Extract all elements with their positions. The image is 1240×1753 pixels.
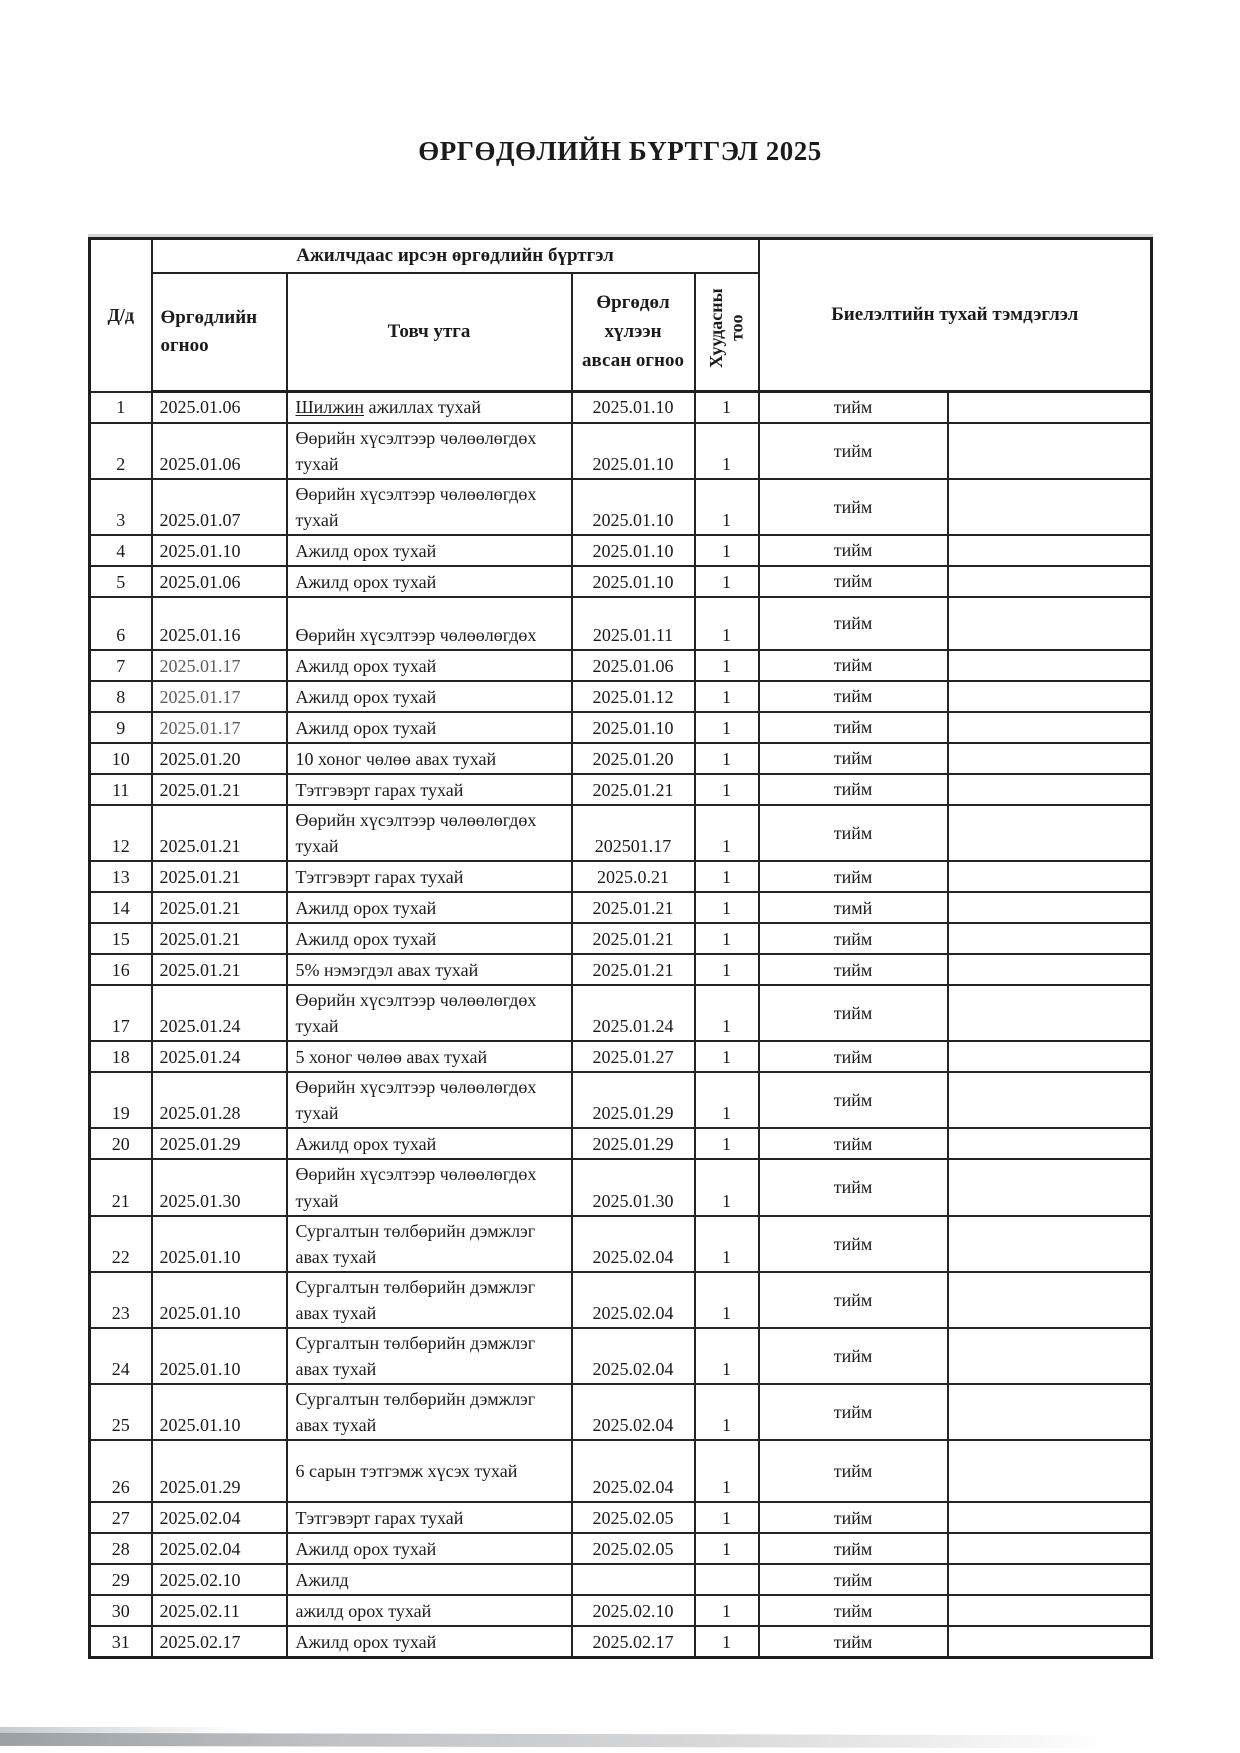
col-header-summary: Товч утга [287,273,572,392]
cell-page-count: 1 [695,861,759,892]
cell-fulfillment-note: тийм [759,1502,948,1533]
cell-application-date: 2025.01.17 [152,681,287,712]
cell-page-count: 1 [695,985,759,1041]
cell-page-count: 1 [695,954,759,985]
cell-application-date: 2025.01.28 [152,1072,287,1128]
table-row [90,1216,1152,1272]
cell-application-date: 2025.01.29 [152,1128,287,1159]
cell-application-date: 2025.01.29 [152,1440,287,1502]
cell-received-date: 2025.01.06 [572,650,695,681]
cell-fulfillment-note-extra [948,1384,1152,1440]
cell-summary: Шилжин ажиллах тухай [287,392,572,423]
cell-row-number: 14 [90,892,152,923]
cell-summary: 6 сарын тэтгэмж хүсэх тухай [287,1440,572,1502]
cell-received-date: 2025.01.20 [572,743,695,774]
cell-summary: Ажилд орох тухай [287,566,572,597]
cell-row-number: 19 [90,1072,152,1128]
cell-received-date: 2025.0.21 [572,861,695,892]
cell-row-number: 9 [90,712,152,743]
cell-page-count: 1 [695,892,759,923]
table-row [90,1272,1152,1328]
cell-fulfillment-note: тийм [759,1072,948,1128]
cell-fulfillment-note-extra [948,423,1152,479]
cell-application-date: 2025.01.07 [152,479,287,535]
cell-summary: Ажилд орох тухай [287,650,572,681]
cell-row-number: 8 [90,681,152,712]
cell-row-number: 11 [90,774,152,805]
cell-summary: 10 хоног чөлөө авах тухай [287,743,572,774]
cell-application-date: 2025.01.17 [152,650,287,681]
cell-received-date: 2025.01.11 [572,597,695,650]
cell-received-date: 2025.01.10 [572,392,695,423]
cell-row-number: 13 [90,861,152,892]
cell-application-date: 2025.02.10 [152,1564,287,1595]
cell-page-count: 1 [695,392,759,423]
cell-summary: Сургалтын төлбөрийн дэмжлэг авах тухай [287,1272,572,1328]
col-header-app-date: Өргөдлийн огноо [152,273,287,392]
cell-fulfillment-note: тийм [759,566,948,597]
table-row [90,1626,1152,1657]
cell-summary: Ажилд [287,1564,572,1595]
cell-fulfillment-note-extra [948,1626,1152,1657]
cell-application-date: 2025.01.21 [152,923,287,954]
cell-summary: Өөрийн хүсэлтээр чөлөөлөгдөх тухай [287,479,572,535]
cell-application-date: 2025.01.21 [152,892,287,923]
table-row [90,1159,1152,1215]
cell-fulfillment-note: тийм [759,1216,948,1272]
cell-row-number: 7 [90,650,152,681]
cell-application-date: 2025.01.21 [152,954,287,985]
cell-application-date: 2025.01.30 [152,1159,287,1215]
cell-received-date: 2025.01.10 [572,423,695,479]
cell-received-date: 2025.02.17 [572,1626,695,1657]
cell-page-count: 1 [695,597,759,650]
cell-page-count: 1 [695,1159,759,1215]
cell-received-date: 2025.01.29 [572,1128,695,1159]
table-row [90,805,1152,861]
cell-page-count: 1 [695,1328,759,1384]
application-registry-table [88,237,1153,1659]
cell-application-date: 2025.01.10 [152,535,287,566]
cell-row-number: 26 [90,1440,152,1502]
cell-summary: ажилд орох тухай [287,1595,572,1626]
col-header-no: Д/д [90,239,152,392]
cell-fulfillment-note: тийм [759,985,948,1041]
cell-page-count: 1 [695,743,759,774]
cell-received-date: 2025.01.10 [572,479,695,535]
cell-fulfillment-note-extra [948,892,1152,923]
cell-page-count: 1 [695,923,759,954]
cell-fulfillment-note-extra [948,1159,1152,1215]
cell-page-count [695,1564,759,1595]
cell-row-number: 28 [90,1533,152,1564]
cell-fulfillment-note-extra [948,743,1152,774]
cell-row-number: 2 [90,423,152,479]
cell-fulfillment-note-extra [948,597,1152,650]
table-row [90,1440,1152,1502]
cell-summary: Өөрийн хүсэлтээр чөлөөлөгдөх тухай [287,1072,572,1128]
cell-summary: Өөрийн хүсэлтээр чөлөөлөгдөх тухай [287,423,572,479]
cell-fulfillment-note-extra [948,1595,1152,1626]
cell-page-count: 1 [695,774,759,805]
cell-row-number: 30 [90,1595,152,1626]
table-row [90,1595,1152,1626]
cell-summary: 5% нэмэгдэл авах тухай [287,954,572,985]
cell-fulfillment-note: тийм [759,712,948,743]
table-row [90,774,1152,805]
cell-fulfillment-note-extra [948,1272,1152,1328]
cell-row-number: 12 [90,805,152,861]
cell-page-count: 1 [695,1533,759,1564]
cell-fulfillment-note-extra [948,1564,1152,1595]
cell-fulfillment-note-extra [948,985,1152,1041]
cell-page-count: 1 [695,1041,759,1072]
cell-application-date: 2025.02.04 [152,1502,287,1533]
table-row [90,597,1152,650]
cell-summary: Ажилд орох тухай [287,681,572,712]
cell-page-count: 1 [695,1384,759,1440]
cell-received-date: 2025.02.04 [572,1440,695,1502]
cell-fulfillment-note: тийм [759,650,948,681]
cell-row-number: 27 [90,1502,152,1533]
cell-fulfillment-note: тийм [759,954,948,985]
cell-row-number: 10 [90,743,152,774]
cell-fulfillment-note-extra [948,1328,1152,1384]
cell-fulfillment-note: тийм [759,1440,948,1502]
cell-page-count: 1 [695,650,759,681]
cell-fulfillment-note: тийм [759,681,948,712]
vertical-header-text: Хуудасны тоо [705,288,747,369]
cell-summary: Сургалтын төлбөрийн дэмжлэг авах тухай [287,1328,572,1384]
cell-row-number: 25 [90,1384,152,1440]
cell-row-number: 29 [90,1564,152,1595]
col-header-note: Биелэлтийн тухай тэмдэглэл [759,239,1152,392]
cell-received-date: 2025.01.27 [572,1041,695,1072]
cell-page-count: 1 [695,566,759,597]
cell-received-date: 2025.01.29 [572,1072,695,1128]
cell-page-count: 1 [695,1216,759,1272]
cell-application-date: 2025.01.24 [152,985,287,1041]
cell-application-date: 2025.01.24 [152,1041,287,1072]
table-row [90,479,1152,535]
table-row [90,1072,1152,1128]
cell-fulfillment-note: тийм [759,535,948,566]
cell-fulfillment-note-extra [948,1128,1152,1159]
cell-application-date: 2025.01.10 [152,1328,287,1384]
table-header [90,239,1152,392]
col-header-received-date: Өргөдөл хүлээн авсан огноо [572,273,695,392]
cell-summary: Ажилд орох тухай [287,535,572,566]
cell-fulfillment-note: тийм [759,1595,948,1626]
cell-summary: Өөрийн хүсэлтээр чөлөөлөгдөх тухай [287,805,572,861]
table-row [90,861,1152,892]
cell-row-number: 20 [90,1128,152,1159]
cell-application-date: 2025.01.20 [152,743,287,774]
cell-application-date: 2025.01.06 [152,423,287,479]
page-title: ӨРГӨДӨЛИЙН БҮРТГЭЛ 2025 [418,136,822,166]
cell-fulfillment-note: тийм [759,861,948,892]
cell-summary: Тэтгэвэрт гарах тухай [287,774,572,805]
cell-summary: Тэтгэвэрт гарах тухай [287,861,572,892]
cell-summary: Өөрийн хүсэлтээр чөлөөлөгдөх [287,597,572,650]
cell-received-date: 2025.01.10 [572,712,695,743]
cell-fulfillment-note-extra [948,535,1152,566]
cell-row-number: 24 [90,1328,152,1384]
cell-row-number: 22 [90,1216,152,1272]
group-header-row [90,239,1152,273]
cell-page-count: 1 [695,1128,759,1159]
table-row [90,985,1152,1041]
cell-application-date: 2025.01.06 [152,392,287,423]
cell-received-date: 2025.01.21 [572,954,695,985]
cell-received-date: 2025.01.21 [572,774,695,805]
cell-summary: Тэтгэвэрт гарах тухай [287,1502,572,1533]
cell-summary: Өөрийн хүсэлтээр чөлөөлөгдөх тухай [287,985,572,1041]
cell-received-date: 2025.02.04 [572,1384,695,1440]
cell-application-date: 2025.01.10 [152,1272,287,1328]
cell-fulfillment-note-extra [948,650,1152,681]
cell-application-date: 2025.01.10 [152,1216,287,1272]
col-header-pages [695,273,759,392]
cell-summary: Сургалтын төлбөрийн дэмжлэг авах тухай [287,1216,572,1272]
cell-fulfillment-note-extra [948,805,1152,861]
table-row [90,650,1152,681]
table-row [90,1533,1152,1564]
cell-fulfillment-note-extra [948,479,1152,535]
cell-summary: Ажилд орох тухай [287,1128,572,1159]
cell-page-count: 1 [695,1072,759,1128]
cell-page-count: 1 [695,1272,759,1328]
cell-application-date: 2025.02.17 [152,1626,287,1657]
cell-page-count: 1 [695,1440,759,1502]
cell-received-date: 2025.02.04 [572,1328,695,1384]
cell-received-date: 2025.01.24 [572,985,695,1041]
cell-row-number: 4 [90,535,152,566]
cell-summary: Ажилд орох тухай [287,892,572,923]
cell-fulfillment-note: тийм [759,743,948,774]
cell-received-date: 2025.01.10 [572,566,695,597]
cell-fulfillment-note: тийм [759,1328,948,1384]
cell-fulfillment-note: тийм [759,1626,948,1657]
cell-row-number: 3 [90,479,152,535]
cell-fulfillment-note: тийм [759,1128,948,1159]
cell-fulfillment-note: тийм [759,597,948,650]
table-row [90,923,1152,954]
cell-row-number: 31 [90,1626,152,1657]
cell-application-date: 2025.02.11 [152,1595,287,1626]
cell-application-date: 2025.01.16 [152,597,287,650]
cell-fulfillment-note-extra [948,681,1152,712]
table-row [90,566,1152,597]
cell-fulfillment-note: тийм [759,805,948,861]
cell-summary: 5 хоног чөлөө авах тухай [287,1041,572,1072]
cell-page-count: 1 [695,423,759,479]
cell-fulfillment-note-extra [948,1041,1152,1072]
table-row [90,892,1152,923]
cell-fulfillment-note: тийм [759,1564,948,1595]
cell-row-number: 21 [90,1159,152,1215]
cell-fulfillment-note: тийм [759,923,948,954]
cell-summary: Ажилд орох тухай [287,1626,572,1657]
cell-application-date: 2025.01.21 [152,774,287,805]
cell-received-date: 2025.01.21 [572,892,695,923]
cell-fulfillment-note: тийм [759,423,948,479]
table-row [90,743,1152,774]
cell-fulfillment-note: тийм [759,1041,948,1072]
cell-fulfillment-note: тийм [759,1272,948,1328]
cell-fulfillment-note-extra [948,923,1152,954]
cell-fulfillment-note-extra [948,1533,1152,1564]
cell-received-date: 2025.02.05 [572,1533,695,1564]
cell-summary: Сургалтын төлбөрийн дэмжлэг авах тухай [287,1384,572,1440]
table-row [90,1502,1152,1533]
cell-summary: Ажилд орох тухай [287,712,572,743]
table-row [90,423,1152,479]
cell-row-number: 1 [90,392,152,423]
cell-fulfillment-note-extra [948,861,1152,892]
cell-received-date: 2025.02.04 [572,1272,695,1328]
cell-received-date: 2025.02.04 [572,1216,695,1272]
cell-summary: Өөрийн хүсэлтээр чөлөөлөгдөх тухай [287,1159,572,1215]
table-row [90,1384,1152,1440]
cell-received-date: 2025.01.12 [572,681,695,712]
cell-application-date: 2025.01.10 [152,1384,287,1440]
cell-fulfillment-note-extra [948,1502,1152,1533]
cell-received-date: 2025.02.10 [572,1595,695,1626]
table-row [90,1328,1152,1384]
group-header: Ажилчдаас ирсэн өргөдлийн бүртгэл [152,239,759,273]
cell-application-date: 2025.02.04 [152,1533,287,1564]
cell-application-date: 2025.01.17 [152,712,287,743]
table-row [90,954,1152,985]
cell-page-count: 1 [695,1502,759,1533]
cell-application-date: 2025.01.21 [152,861,287,892]
table-row [90,1564,1152,1595]
cell-row-number: 16 [90,954,152,985]
cell-application-date: 2025.01.21 [152,805,287,861]
table-row [90,535,1152,566]
cell-page-count: 1 [695,1595,759,1626]
cell-fulfillment-note-extra [948,774,1152,805]
cell-fulfillment-note: тийм [759,1384,948,1440]
table-row [90,1128,1152,1159]
cell-row-number: 6 [90,597,152,650]
cell-summary: Ажилд орох тухай [287,1533,572,1564]
table-row [90,712,1152,743]
cell-page-count: 1 [695,712,759,743]
cell-page-count: 1 [695,1626,759,1657]
cell-received-date: 2025.02.05 [572,1502,695,1533]
cell-fulfillment-note-extra [948,954,1152,985]
table-row [90,1041,1152,1072]
cell-page-count: 1 [695,681,759,712]
cell-row-number: 5 [90,566,152,597]
cell-page-count: 1 [695,805,759,861]
cell-received-date: 202501.17 [572,805,695,861]
cell-fulfillment-note: тийм [759,1159,948,1215]
cell-fulfillment-note-extra [948,712,1152,743]
cell-fulfillment-note-extra [948,566,1152,597]
cell-application-date: 2025.01.06 [152,566,287,597]
scan-artifact-shadow [0,1733,1110,1748]
cell-row-number: 17 [90,985,152,1041]
cell-fulfillment-note: тимй [759,892,948,923]
cell-summary: Ажилд орох тухай [287,923,572,954]
cell-fulfillment-note-extra [948,1072,1152,1128]
cell-fulfillment-note: тийм [759,392,948,423]
cell-fulfillment-note-extra [948,392,1152,423]
cell-received-date: 2025.01.10 [572,535,695,566]
cell-fulfillment-note-extra [948,1440,1152,1502]
cell-row-number: 23 [90,1272,152,1328]
cell-fulfillment-note: тийм [759,1533,948,1564]
cell-page-count: 1 [695,479,759,535]
cell-fulfillment-note: тийм [759,479,948,535]
cell-received-date [572,1564,695,1595]
cell-row-number: 15 [90,923,152,954]
cell-page-count: 1 [695,535,759,566]
table-row [90,681,1152,712]
cell-fulfillment-note-extra [948,1216,1152,1272]
cell-received-date: 2025.01.30 [572,1159,695,1215]
cell-received-date: 2025.01.21 [572,923,695,954]
cell-fulfillment-note: тийм [759,774,948,805]
table-row [90,392,1152,423]
cell-row-number: 18 [90,1041,152,1072]
table-body [90,392,1152,1658]
